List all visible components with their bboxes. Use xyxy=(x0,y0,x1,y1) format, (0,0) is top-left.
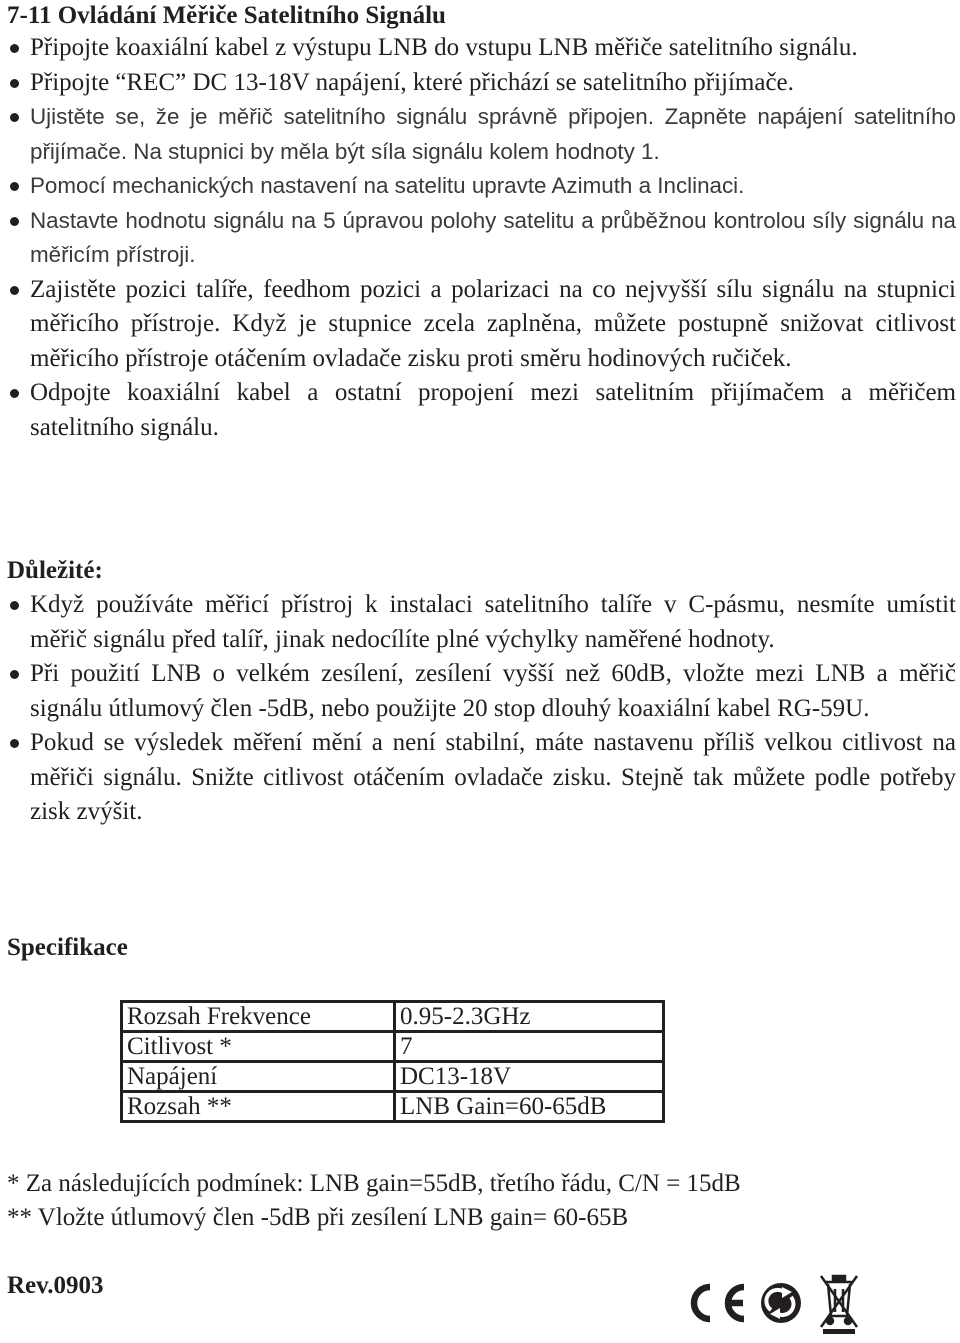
instruction-item: Zajistěte pozici talíře, feedhom pozici a polarizaci na co nejvyšší sílu signálu na stupnici měřicího přístroje. Když je stupnice zcela zaplněna, můžete postupně snižovat citlivost měřicího přístroje otáčením ovladače zisku proti směru hodinových ručiček. xyxy=(0,273,956,377)
spec-label: Rozsah Frekvence xyxy=(122,1002,395,1032)
ce-mark-icon xyxy=(694,1287,744,1319)
important-item: Pokud se výsledek měření mění a není stabilní, máte nastavenu příliš velkou citlivost na měřiči signálu. Snižte citlivost otáčením ovladače zisku. Stejně tak můžete podle potřeby zisk zvýšit. xyxy=(0,726,956,830)
instruction-item: Připojte “REC” DC 13-18V napájení, které přichází se satelitního přijímače. xyxy=(0,66,956,101)
footnote: ** Vložte útlumový člen -5dB při zesílení LNB gain= 60-65B xyxy=(7,1204,629,1231)
important-item: Při použití LNB o velkém zesílení, zesílení vyšší než 60dB, vložte mezi LNB a měřič signálu útlumový člen -5dB, nebo použijte 20 stop dlouhý koaxiální kabel RG-59U. xyxy=(0,657,956,726)
spec-label: Napájení xyxy=(122,1062,395,1092)
spec-label: Rozsah ** xyxy=(122,1092,395,1122)
spec-table xyxy=(120,1000,665,1123)
weee-crossed-bin-icon xyxy=(821,1276,857,1334)
instruction-item: Nastavte hodnotu signálu na 5 úpravou polohy satelitu a průběžnou kontrolou síly signálu na měřicím přístroji. xyxy=(0,204,956,273)
table-row xyxy=(122,1032,664,1062)
compliance-marks xyxy=(680,1270,880,1336)
instruction-item: Odpojte koaxiální kabel a ostatní propojení mezi satelitním přijímačem a měřičem satelitního signálu. xyxy=(0,376,956,445)
spec-value: 7 xyxy=(395,1032,664,1062)
spec-value: LNB Gain=60-65dB xyxy=(395,1092,664,1122)
section-title: 7-11 Ovládání Měřiče Satelitního Signálu xyxy=(7,2,446,29)
instruction-item: Pomocí mechanických nastavení na satelitu upravte Azimuth a Inclinaci. xyxy=(0,169,956,204)
important-list xyxy=(0,588,956,830)
instruction-item: Ujistěte se, že je měřič satelitního signálu správně připojen. Zapněte napájení satelitního přijímače. Na stupnici by měla být síla signálu kolem hodnoty 1. xyxy=(0,100,956,169)
table-row xyxy=(122,1062,664,1092)
instruction-item: Připojte koaxiální kabel z výstupu LNB do vstupu LNB měřiče satelitního signálu. xyxy=(0,31,956,66)
table-row xyxy=(122,1092,664,1122)
spec-value: DC13-18V xyxy=(395,1062,664,1092)
table-row xyxy=(122,1002,664,1032)
footnote: * Za následujících podmínek: LNB gain=55dB, třetího řádu, C/N = 15dB xyxy=(7,1170,741,1197)
important-heading: Důležité: xyxy=(7,557,103,584)
spec-value: 0.95-2.3GHz xyxy=(395,1002,664,1032)
important-item: Když používáte měřicí přístroj k instalaci satelitního talíře v C-pásmu, nesmíte umístit měřič signálu před talíř, jinak nedocílíte plné výchylky naměřené hodnoty. xyxy=(0,588,956,657)
recycle-icon xyxy=(761,1283,801,1323)
instruction-list xyxy=(0,31,956,445)
spec-label: Citlivost * xyxy=(122,1032,395,1062)
revision-label: Rev.0903 xyxy=(7,1272,104,1299)
spec-heading: Specifikace xyxy=(7,934,128,961)
